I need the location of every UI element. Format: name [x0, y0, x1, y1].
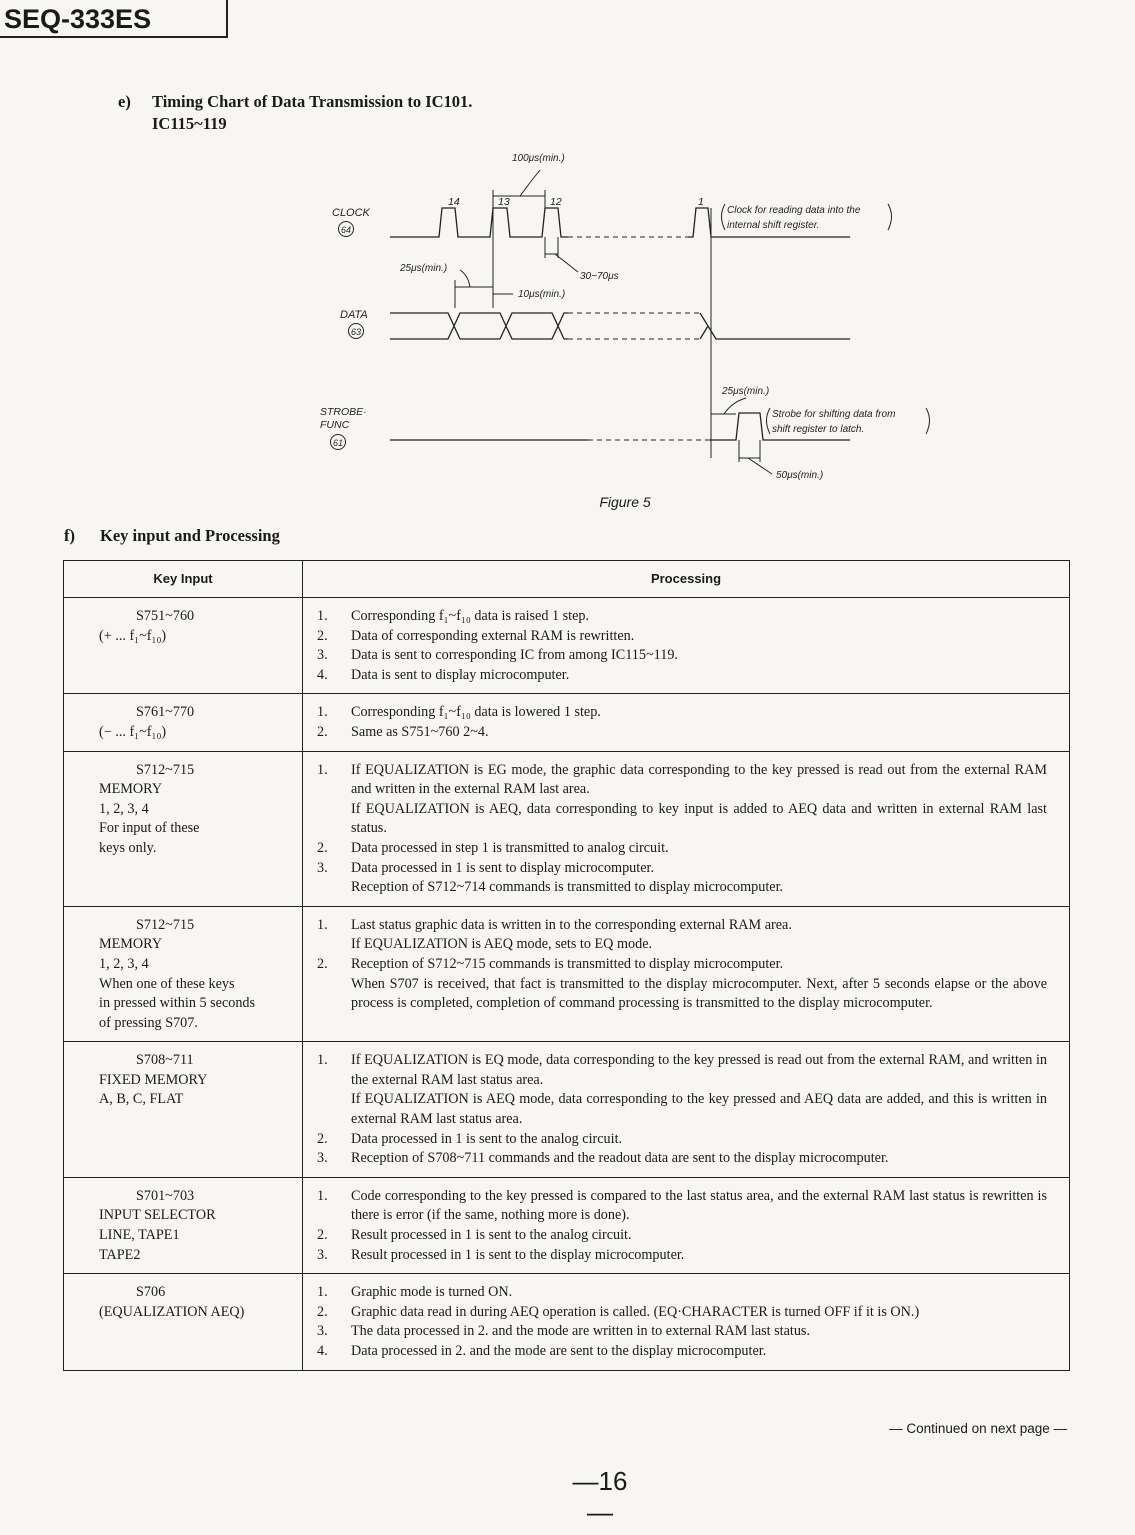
processing-step: [303, 800, 1047, 839]
section-f-label: f): [64, 526, 75, 545]
key-input-line: A, B, C, FLAT: [99, 1091, 184, 1108]
step-number: 2.: [317, 839, 328, 856]
data-signal-label: DATA: [340, 309, 368, 321]
step-number: 1.: [317, 704, 328, 721]
figure-caption: Figure 5: [599, 494, 651, 510]
pulse-number-14: 14: [448, 196, 460, 208]
processing-step: [303, 859, 1047, 879]
table-row: [64, 906, 1070, 1042]
section-f-heading: [64, 526, 280, 546]
step-number: 3.: [317, 1246, 328, 1263]
table-row: [64, 1177, 1070, 1273]
key-input-line: of pressing S707.: [99, 1014, 198, 1031]
step-number: 4.: [317, 666, 328, 683]
step-text: Corresponding f₁~f₁₀ data is raised 1 step.: [351, 608, 590, 624]
key-input-line: When one of these keys: [99, 975, 235, 992]
processing-step: [303, 1322, 1047, 1342]
step-number: 1.: [317, 916, 328, 933]
table-row: [64, 598, 1070, 694]
key-input-line: in pressed within 5 seconds: [99, 995, 256, 1012]
processing-step: [303, 761, 1047, 800]
key-input-cell: [64, 1177, 303, 1273]
step-number: [303, 878, 351, 898]
step-number: 2.: [317, 1227, 328, 1244]
key-input-line: INPUT SELECTOR: [99, 1207, 216, 1224]
processing-step: [303, 1283, 1047, 1303]
step-text: Data processed in 1 is sent to the analog circuit.: [351, 1130, 623, 1147]
timing-30-70us: 30~70μs: [580, 271, 619, 282]
step-text: If EQUALIZATION is AEQ mode, sets to EQ mode.: [351, 936, 653, 953]
processing-step: [303, 1051, 1047, 1090]
step-number: 3.: [317, 647, 328, 664]
step-number: 1.: [317, 761, 328, 778]
step-text: Result processed in 1 is sent to the display microcomputer.: [351, 1246, 685, 1263]
table-header-row: [64, 561, 1070, 598]
processing-step: [303, 1187, 1047, 1226]
processing-step: [303, 646, 1047, 666]
step-text: Last status graphic data is written in to the corresponding external RAM area.: [351, 916, 792, 933]
data-waveform-top: [390, 313, 568, 339]
processing-step: [303, 1149, 1047, 1169]
step-number: 2.: [317, 1303, 328, 1320]
processing-cell: [303, 751, 1070, 906]
step-text: Graphic data read in during AEQ operation is called. (EQ·CHARACTER is turned OFF if it is ON.): [351, 1303, 920, 1320]
step-number: 2.: [317, 1130, 328, 1147]
dim-30us-leader: [555, 254, 578, 272]
timing-25us-a: 25μs(min.): [400, 263, 448, 274]
step-text: Data processed in step 1 is transmitted to analog circuit.: [351, 839, 669, 856]
pulse-number-12: 12: [550, 196, 562, 208]
processing-cell: [303, 1042, 1070, 1178]
processing-step: [303, 878, 1047, 898]
table-row: [64, 1042, 1070, 1178]
step-number: 3.: [317, 859, 328, 876]
clock-note-line2: internal shift register.: [727, 220, 820, 231]
key-input-line: 1, 2, 3, 4: [99, 955, 149, 972]
processing-cell: [303, 598, 1070, 694]
table-row: [64, 751, 1070, 906]
table-row: [64, 1274, 1070, 1370]
key-input-line: keys only.: [99, 839, 157, 856]
key-input-line: LINE, TAPE1: [99, 1227, 180, 1244]
step-text: If EQUALIZATION is AEQ mode, data corresponding to the key pressed and AEQ data are added, and this is written in external RAM last status area.: [351, 1091, 1047, 1128]
processing-step: [303, 975, 1047, 1014]
clock-note-line1: Clock for reading data into the: [727, 205, 861, 216]
table-body: [64, 598, 1070, 1371]
step-number: 1.: [317, 1284, 328, 1301]
step-text: If EQUALIZATION is AEQ, data corresponding to key input is added to AEQ data and written in external RAM last status.: [351, 800, 1047, 837]
timing-25us-b: 25μs(min.): [722, 386, 770, 397]
table-row: [64, 694, 1070, 751]
key-input-cell: [64, 1042, 303, 1178]
step-number: 2.: [317, 723, 328, 740]
header-processing: Processing: [303, 561, 1070, 598]
processing-step: [303, 1246, 1047, 1266]
step-number: 4.: [317, 1343, 328, 1359]
step-text: When S707 is received, that fact is transmitted to the display microcomputer. Next, after 5 seconds elapse or the above process is completed, completion of command processing is transmitted to the display microcomputer.: [351, 975, 1047, 1012]
strobe-note-bracket-right: [926, 408, 930, 434]
step-text: Data of corresponding external RAM is rewritten.: [351, 627, 635, 644]
clock-note-bracket-right: [888, 204, 892, 230]
strobe-signal-label: STROBE·: [320, 406, 367, 418]
key-input-line: S706: [136, 1284, 166, 1301]
processing-step: [303, 607, 1047, 627]
clock-signal-label: CLOCK: [332, 207, 370, 219]
key-input-line: (+ ... f₁~f₁₀): [99, 627, 167, 644]
key-input-cell: [64, 1274, 303, 1370]
step-text: Corresponding f₁~f₁₀ data is lowered 1 step.: [351, 704, 601, 721]
timing-100us: 100μs(min.): [512, 153, 565, 164]
data-waveform-end: [700, 313, 850, 339]
step-text: Data processed in 2. and the mode are sent to the display microcomputer.: [351, 1343, 767, 1359]
step-text: Data is sent to display microcomputer.: [351, 666, 570, 683]
step-text: Data is sent to corresponding IC from among IC115~119.: [351, 647, 678, 664]
processing-step: [303, 1342, 1047, 1362]
key-input-line: S761~770: [136, 704, 195, 721]
step-text: Code corresponding to the key pressed is compared to the last status area, and the external RAM last status is rewritten is there is error (if the same, nothing more is done).: [351, 1187, 1047, 1224]
key-input-line: FIXED MEMORY: [99, 1071, 208, 1088]
processing-step: [303, 955, 1047, 975]
key-input-line: S701~703: [136, 1187, 195, 1204]
key-input-line: (− ... f₁~f₁₀): [99, 723, 167, 740]
timing-chart: [300, 140, 940, 490]
processing-step: [303, 1226, 1047, 1246]
key-input-line: 1, 2, 3, 4: [99, 800, 149, 817]
section-e-label: e): [118, 92, 131, 111]
step-text: Result processed in 1 is sent to the analog circuit.: [351, 1227, 632, 1244]
step-text: Data processed in 1 is sent to display microcomputer.: [351, 859, 654, 876]
dim-100us-leader: [520, 170, 540, 196]
processing-step: [303, 1303, 1047, 1323]
processing-step: [303, 935, 1047, 955]
key-input-cell: [64, 598, 303, 694]
continued-note: — Continued on next page —: [889, 1421, 1067, 1436]
strobe-note-line2: shift register to latch.: [772, 424, 865, 435]
header-key-input: Key Input: [64, 561, 303, 598]
pulse-number-1: 1: [698, 196, 704, 208]
step-text: Reception of S708~711 commands and the readout data are sent to the display microcomputer.: [351, 1150, 889, 1167]
key-input-line: TAPE2: [99, 1246, 141, 1263]
key-input-cell: [64, 906, 303, 1042]
strobe-pin-number: 61: [332, 438, 344, 448]
step-text: Graphic mode is turned ON.: [351, 1284, 513, 1301]
key-input-line: (EQUALIZATION AEQ): [99, 1303, 245, 1320]
section-e-title: Timing Chart of Data Transmission to IC101.: [152, 92, 473, 111]
processing-cell: [303, 694, 1070, 751]
step-text: Reception of S712~715 commands is transmitted to display microcomputer.: [351, 955, 784, 972]
section-e-heading: [118, 91, 472, 135]
key-processing-table: [63, 560, 1070, 1371]
dim-25us-b-leader: [724, 398, 746, 414]
key-input-cell: [64, 694, 303, 751]
processing-cell: [303, 1177, 1070, 1273]
processing-step: [303, 666, 1047, 686]
step-text: Reception of S712~714 commands is transmitted to display microcomputer.: [351, 879, 784, 896]
strobe-note-line1: Strobe for shifting data from: [772, 409, 896, 420]
step-number: 1.: [317, 1052, 328, 1069]
key-input-line: For input of these: [99, 820, 200, 837]
key-input-line: S712~715: [136, 761, 195, 778]
processing-step: [303, 916, 1047, 936]
processing-cell: [303, 906, 1070, 1042]
key-input-line: S708~711: [136, 1052, 194, 1069]
step-text: Same as S751~760 2~4.: [351, 723, 489, 740]
clock-waveform: [390, 208, 568, 237]
step-text: If EQUALIZATION is EQ mode, data corresponding to the key pressed is read out from the external RAM, and written in the external RAM last status area.: [351, 1052, 1047, 1088]
processing-step: [303, 1130, 1047, 1150]
processing-step: [303, 703, 1047, 723]
pulse-number-13: 13: [498, 196, 510, 208]
processing-step: [303, 839, 1047, 859]
data-pin-number: 63: [350, 327, 362, 337]
model-number: SEQ-333ES: [0, 0, 228, 38]
strobe-note-bracket-left: [767, 408, 771, 434]
key-input-line: S712~715: [136, 916, 195, 933]
timing-50us: 50μs(min.): [776, 470, 824, 481]
clock-note-bracket-left: [722, 204, 726, 230]
processing-step: [303, 1090, 1047, 1129]
key-input-cell: [64, 751, 303, 906]
key-input-line: S751~760: [136, 608, 195, 624]
timing-10us: 10μs(min.): [518, 289, 566, 300]
key-input-line: MEMORY: [99, 936, 163, 953]
step-number: 1.: [317, 1187, 328, 1204]
func-signal-label: FUNC: [320, 419, 350, 431]
step-number: 3.: [317, 1150, 328, 1167]
processing-cell: [303, 1274, 1070, 1370]
step-number: [303, 1090, 351, 1129]
processing-step: [303, 723, 1047, 743]
step-number: 2.: [317, 955, 328, 972]
section-e-subtitle: IC115~119: [152, 114, 227, 133]
step-text: The data processed in 2. and the mode are written in to external RAM last status.: [351, 1323, 810, 1340]
step-number: 3.: [317, 1323, 328, 1340]
processing-step: [303, 627, 1047, 647]
step-number: [303, 935, 351, 955]
clock-pin-number: 64: [340, 225, 352, 235]
step-number: [303, 975, 351, 1014]
step-number: [303, 800, 351, 839]
section-f-title: Key input and Processing: [100, 526, 280, 545]
step-text: If EQUALIZATION is EG mode, the graphic data corresponding to the key pressed is read out from the external RAM and written in the external RAM last area.: [351, 761, 1047, 798]
step-number: 2.: [317, 627, 328, 644]
dim-25us-leader: [460, 270, 470, 287]
key-input-line: MEMORY: [99, 781, 163, 798]
step-number: 1.: [317, 608, 328, 624]
page-number: —16—: [572, 1466, 628, 1527]
